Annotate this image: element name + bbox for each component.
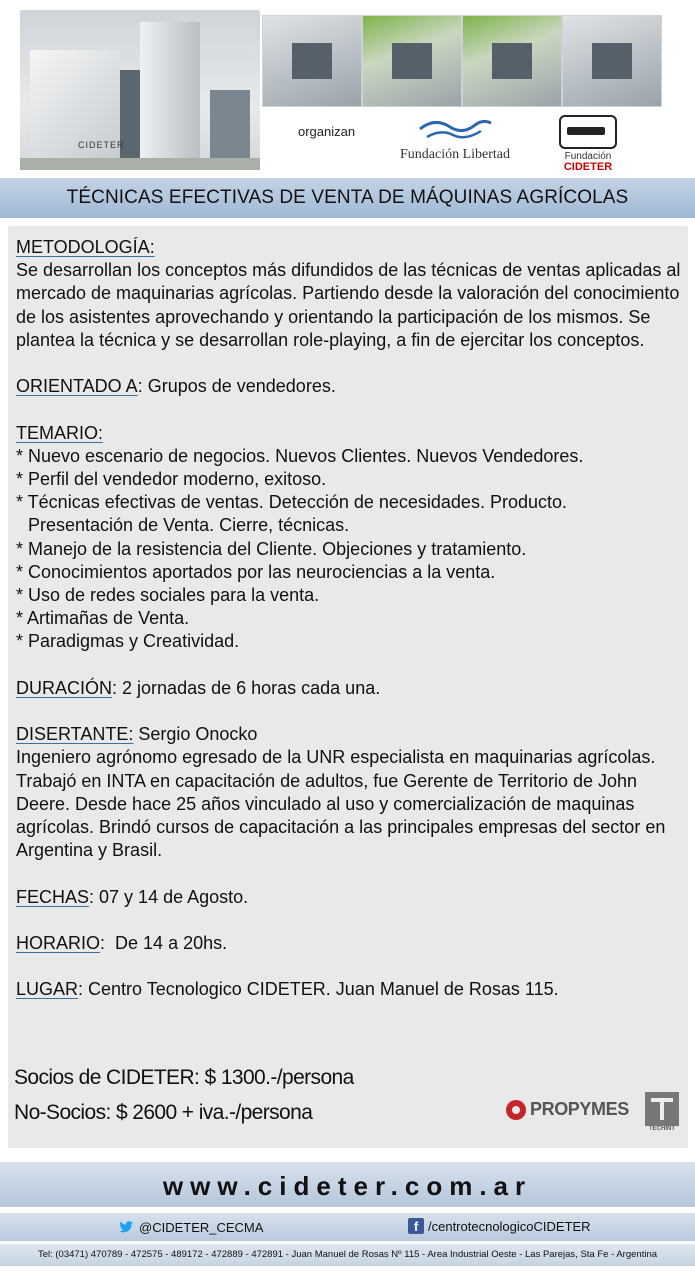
organizan-label: organizan (298, 124, 356, 139)
prices-block (14, 1062, 354, 1132)
metodologia-heading: METODOLOGÍA: (16, 237, 155, 257)
disertante-heading: DISERTANTE: (16, 724, 134, 745)
contact-info: Tel: (03471) 470789 - 472575 - 489172 - 472889 - 472891 - Juan Manuel de Rosas Nº 115 - Area Industrial Oeste - Las Parejas, Sta Fe - Argentina (37, 1249, 658, 1260)
fechas-text: 07 y 14 de Agosto. (94, 886, 249, 907)
building-ground (20, 158, 260, 170)
horario-line (16, 932, 682, 955)
temario-item: * Perfil del vendedor moderno, exitoso. (16, 469, 327, 489)
horario-colon: : (100, 933, 106, 953)
building-glass-side (210, 90, 250, 158)
fechas-heading: FECHAS (16, 886, 90, 907)
header-banner (0, 0, 695, 175)
propymes-name: PROPYMES (530, 1099, 629, 1119)
fundacion-cideter-logo (555, 115, 621, 175)
cideter-logo-bottom: CIDETER (563, 161, 613, 173)
temario-item-continued: Presentación de Venta. Cierre, técnicas. (28, 515, 350, 536)
facebook-page[interactable] (408, 1218, 591, 1234)
page-title: TÉCNICAS EFECTIVAS DE VENTA DE MÁQUINAS AGRÍCOLAS (66, 187, 629, 208)
temario-item: * Paradigmas y Creatividad. (16, 631, 240, 652)
disertante-name: Sergio Onocko (133, 724, 258, 745)
fechas-colon: : (89, 886, 95, 907)
horario-heading: HORARIO (16, 933, 101, 953)
building-tower (140, 22, 200, 158)
cideter-emblem-icon (559, 115, 617, 149)
propymes-logo (506, 1099, 629, 1120)
techint-logo (644, 1092, 680, 1136)
facebook-text: /centrotecnologicoCIDETER (428, 1218, 591, 1234)
social-bar (0, 1213, 695, 1241)
temario-item: * Manejo de la resistencia del Cliente. Objeciones y tratamiento. (16, 538, 527, 559)
twitter-bird-icon (118, 1219, 134, 1235)
building-sign: CIDETER (78, 140, 125, 150)
temario-heading: TEMARIO: (16, 422, 104, 443)
lugar-line (16, 978, 682, 1001)
website-bar (0, 1162, 695, 1207)
facebook-icon: f (408, 1218, 424, 1234)
temario-item: * Nuevo escenario de negocios. Nuevos Clientes. Nuevos Vendedores. (16, 445, 584, 466)
propymes-circle-icon (506, 1100, 526, 1120)
techint-emblem-icon (645, 1092, 679, 1126)
building-photo (20, 10, 260, 170)
lugar-heading: LUGAR (16, 979, 79, 1000)
temario-item: * Conocimientos aportados por las neurociencias a la venta. (16, 561, 496, 582)
metodologia-text: Se desarrollan los conceptos más difundidos de las técnicas de ventas aplicadas al mercado de maquinarias agrícolas. Partiendo desde la valoración del conocimiento de los asistentes aprovechando y orientando la participación de los mismos. Se plantea la técnica y se desarrollan role-playing, a fin de ejercitar los conceptos. (16, 260, 681, 350)
orientado-text: Grupos de vendedores. (142, 376, 336, 397)
disertante-bio: Ingeniero agrónomo egresado de la UNR especialista en maquinarias agrícolas. Trabajó en INTA en capacitación de adultos, fue Gerente de Territorio de John Deere. Desde hace 25 años vinculado al uso y comercialización de maquinas agrícolas. Brindó cursos de capacitación a las principales empresas del sector en Argentina y Brasil. (16, 747, 666, 861)
contact-bar (0, 1244, 695, 1266)
orientado-colon: : (137, 376, 143, 397)
fundacion-libertad-logo (385, 115, 525, 171)
photo-panel-4 (562, 15, 662, 107)
twitter-handle[interactable] (118, 1219, 263, 1235)
price-no-socios: No-Socios: $ 2600 + iva.-/persona (14, 1101, 313, 1124)
lugar-text: Centro Tecnologico CIDETER. Juan Manuel de Rosas 115. (83, 979, 559, 1000)
libertad-wave-icon (415, 115, 495, 145)
price-socios: Socios de CIDETER: $ 1300.-/persona (14, 1066, 354, 1089)
cideter-logo-top: Fundación (564, 151, 612, 162)
techint-name: TECHINT (649, 1126, 675, 1132)
duracion-colon: : (112, 677, 118, 698)
temario-item: * Uso de redes sociales para la venta. (16, 585, 320, 606)
duracion-text: 2 jornadas de 6 horas cada una. (117, 677, 381, 698)
photo-panel-1 (262, 15, 362, 107)
disertante-line (16, 723, 682, 746)
twitter-text: @CIDETER_CECMA (139, 1219, 264, 1235)
temario-item: * Artimañas de Venta. (16, 608, 190, 629)
fechas-line (16, 886, 682, 909)
orientado-line (16, 375, 682, 398)
photo-panel-2 (362, 15, 462, 107)
temario-item: * Técnicas efectivas de ventas. Detección de necesidades. Producto. (16, 492, 567, 513)
duracion-heading: DURACIÓN (16, 677, 113, 698)
orientado-heading: ORIENTADO A (16, 376, 138, 397)
horario-text: De 14 a 20hs. (105, 933, 228, 953)
website-link[interactable]: www.cideter.com.ar (162, 1171, 533, 1201)
libertad-name: Fundación Libertad (399, 147, 511, 162)
photo-panel-3 (462, 15, 562, 107)
duracion-line (16, 677, 682, 700)
content-panel (8, 226, 688, 1148)
title-bar (0, 178, 695, 218)
lugar-colon: : (78, 979, 84, 1000)
content-body (16, 236, 682, 1002)
